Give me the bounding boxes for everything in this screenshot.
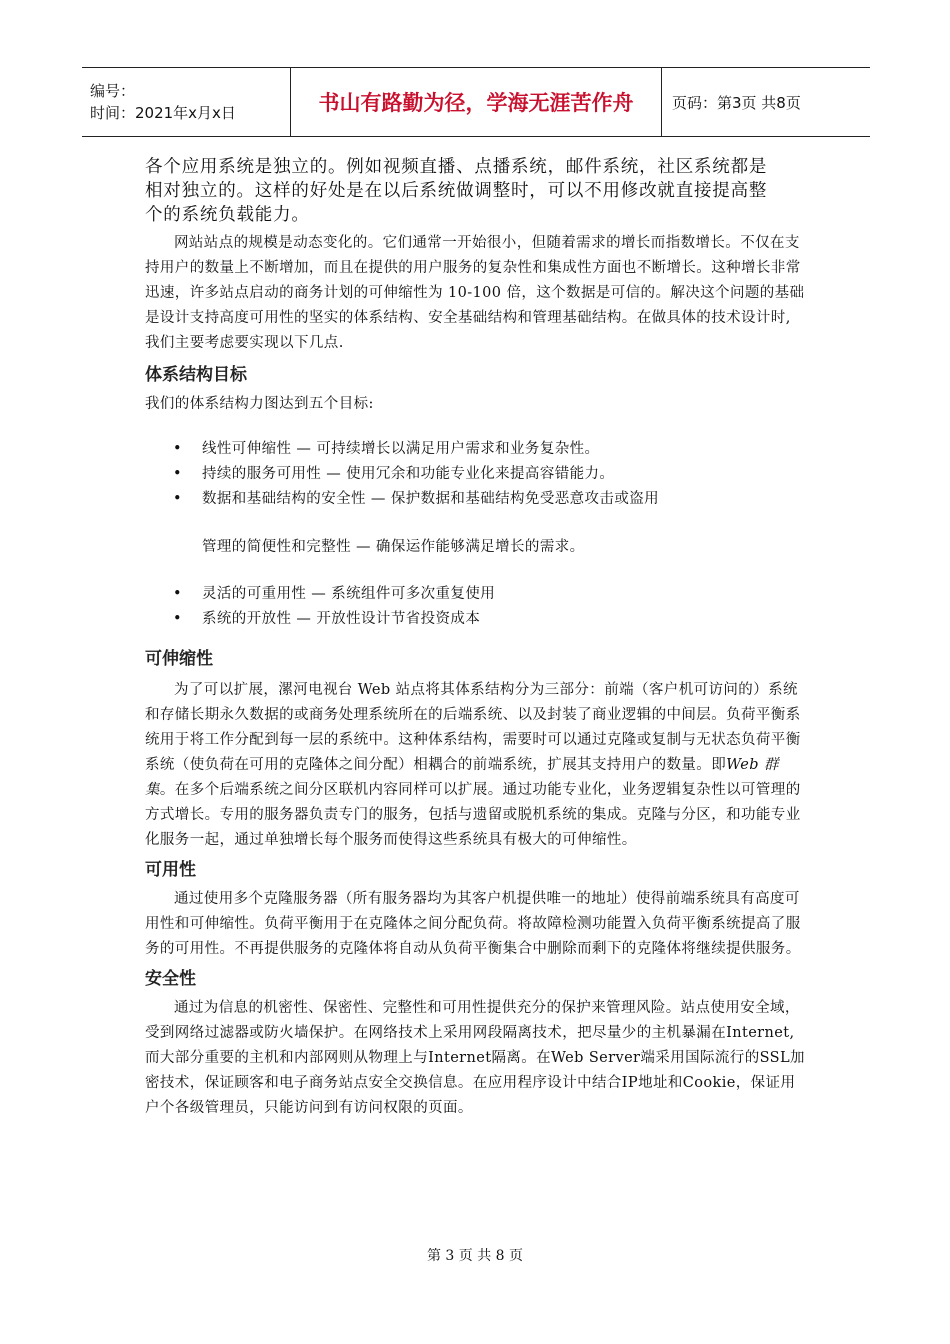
- doc-time-label: 时间：2021年x月x日: [90, 104, 236, 122]
- bullet-icon: •: [173, 491, 182, 507]
- doc-number-label: 编号：: [90, 82, 136, 100]
- bullet-icon: •: [173, 441, 182, 457]
- header-page-info: 页码：第3页 共8页: [672, 93, 801, 112]
- header-page-cell: [662, 68, 870, 136]
- intro-line-1: 各个应用系统是独立的。例如视频直播、点播系统，邮件系统，社区系统都是: [145, 157, 768, 177]
- goal-management: 管理的简便性和完整性 — 确保运作能够满足增长的需求。: [202, 539, 585, 555]
- section-heading-scalability: 可伸缩性: [145, 649, 213, 669]
- paragraph-availability: 通过使用多个克隆服务器（所有服务器均为其客户机提供唯一的地址）使得前端系统具有高度可用性和可伸缩性。负荷平衡用于在克隆体之间分配负荷。将故障检测功能置入负荷平衡系统提高了服务的可用性。不再提供服务的克隆体将自动从负荷平衡集合中删除而剩下的克隆体将继续提供服务。: [145, 891, 801, 957]
- list-item: • 数据和基础结构的安全性 — 保护数据和基础结构免受恶意攻击或盗用: [145, 487, 805, 512]
- document-body: [145, 155, 805, 1121]
- paragraph-scalability: 为了可以扩展，漯河电视台 Web 站点将其体系结构分为三部分：前端（客户机可访问的）系统和存储长期永久数据的或商务处理系统所在的后端系统、以及封装了商业逻辑的中间层。负荷平衡系统用于将工作分配到每一层的系统中。这种体系结构，需要时可以通过克隆或复制与无状态负荷平衡系统（使负荷在可用的克隆体之间分配）相耦合的前端系统，扩展其支持用户的数量。即Web 群集。在多个后端系统之间分区联机内容同样可以扩展。通过功能专业化，业务逻辑复杂性以可管理的方式增长。专用的服务器负责专门的服务，包括与遗留或脱机系统的集成。克隆与分区，和功能专业化服务一起，通过单独增长每个服务而使得这些系统具有极大的可伸缩性。: [145, 682, 801, 848]
- list-item: • 灵活的可重用性 — 系统组件可多次重复使用: [145, 582, 805, 607]
- goals-list-a: [145, 437, 805, 512]
- bullet-icon: •: [173, 466, 182, 482]
- bullet-icon: •: [173, 586, 182, 602]
- header-left-cell: [82, 68, 291, 136]
- list-item: • 持续的服务可用性 — 使用冗余和功能专业化来提高容错能力。: [145, 462, 805, 487]
- intro-line-3: 个的系统负载能力。: [145, 205, 310, 225]
- intro-line-2: 相对独立的。这样的好处是在以后系统做调整时，可以不用修改就直接提高整: [145, 181, 768, 201]
- header-motto-cell: [291, 68, 662, 136]
- header-motto: 书山有路勤为径，学海无涯苦作舟: [318, 91, 634, 115]
- paragraph-security: 通过为信息的机密性、保密性、完整性和可用性提供充分的保护来管理风险。站点使用安全域，受到网络过滤器或防火墙保护。在网络技术上采用网段隔离技术，把尽量少的主机暴漏在Internet,而大部分重要的主机和内部网则从物理上与Internet隔离。在Web Server端采用国际流行的SSL加密技术，保证顾客和电子商务站点安全交换信息。在应用程序设计中结合IP地址和Cookie，保证用户个各级管理员，只能访问到有访问权限的页面。: [145, 1000, 805, 1116]
- section-heading-availability: 可用性: [145, 860, 196, 880]
- page-footer: 第 3 页 共 8 页: [426, 1248, 524, 1264]
- web-cluster-term: Web 群集: [145, 757, 779, 798]
- page-header: [82, 67, 870, 137]
- section-heading-architecture-goals: 体系结构目标: [145, 365, 247, 385]
- list-item: • 线性可伸缩性 — 可持续增长以满足用户需求和业务复杂性。: [145, 437, 805, 462]
- list-item: • 系统的开放性 — 开放性设计节省投资成本: [145, 607, 805, 632]
- goals-list-b: [145, 582, 805, 632]
- goals-lead: 我们的体系结构力图达到五个目标:: [145, 396, 374, 412]
- paragraph-scale: 网站站点的规模是动态变化的。它们通常一开始很小，但随着需求的增长而指数增长。不仅在支持用户的数量上不断增加，而且在提供的用户服务的复杂性和集成性方面也不断增长。这种增长非常迅速，许多站点启动的商务计划的可伸缩性为 10-100 倍，这个数据是可信的。解决这个问题的基础是设计支持高度可用性的坚实的体系结构、安全基础结构和管理基础结构。在做具体的技术设计时,我们主要考虑要实现以下几点.: [145, 235, 805, 351]
- bullet-icon: •: [173, 611, 182, 627]
- section-heading-security: 安全性: [145, 969, 196, 989]
